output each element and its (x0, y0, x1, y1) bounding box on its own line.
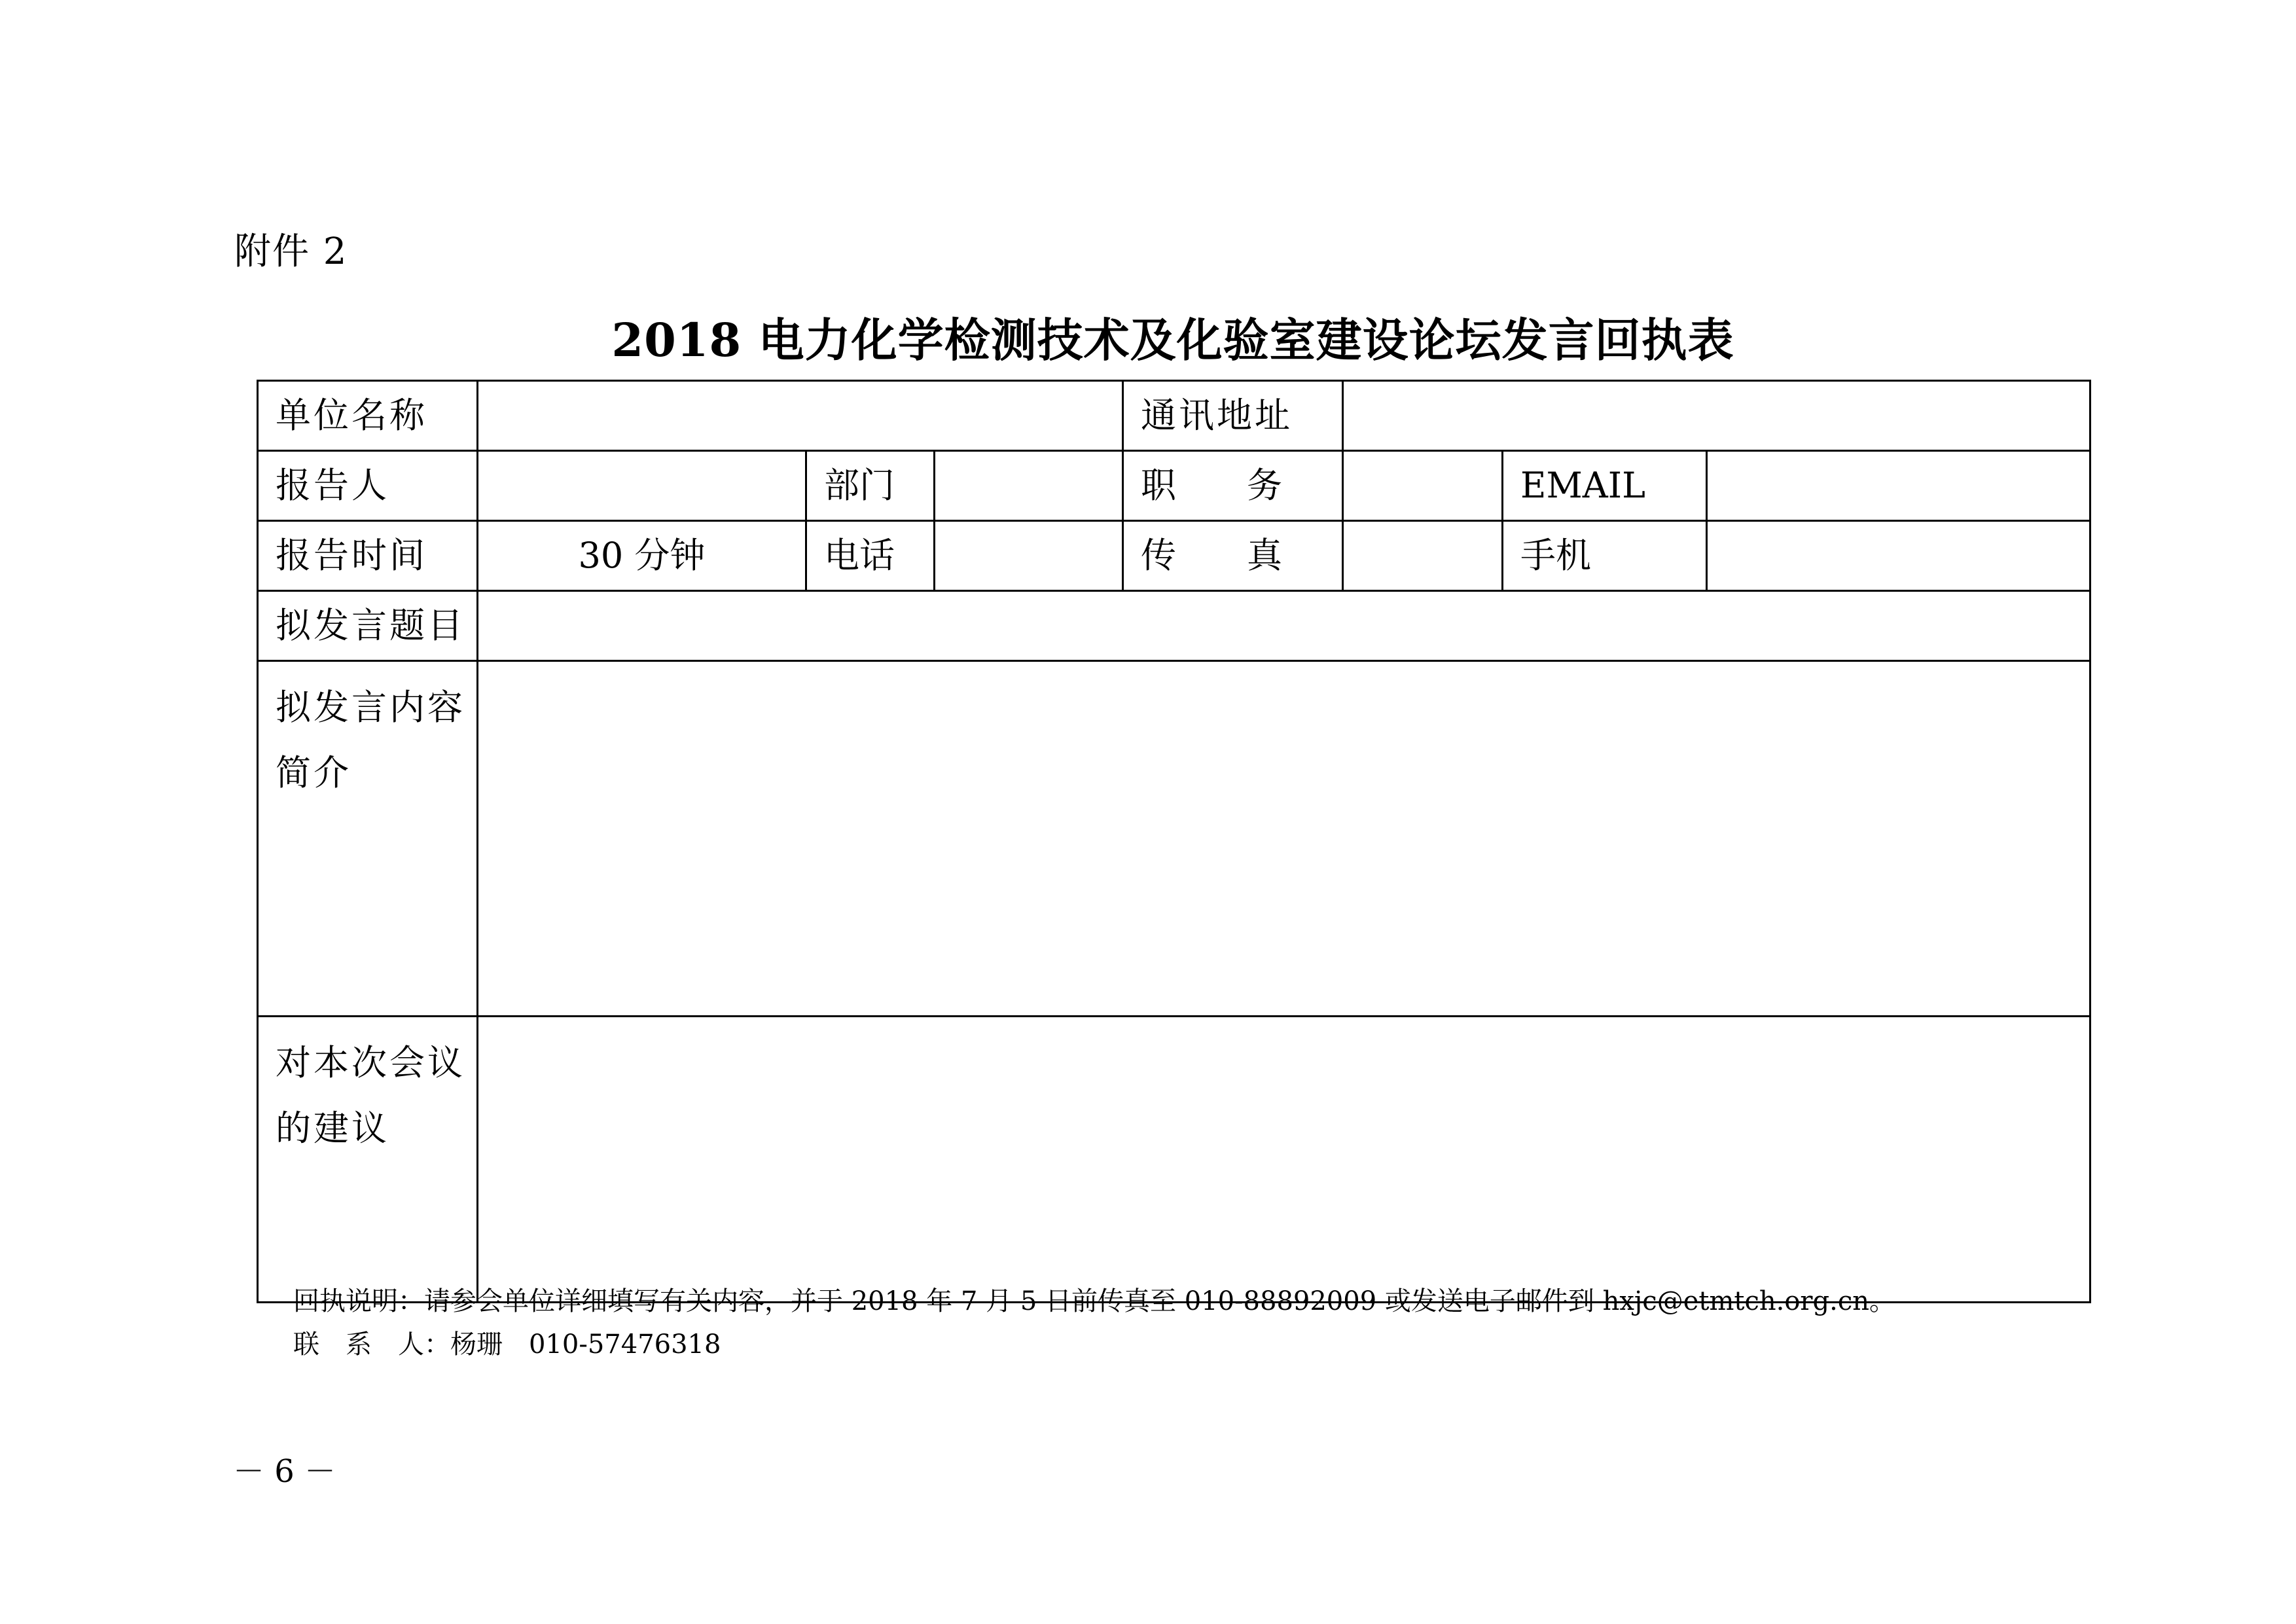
fax-field[interactable] (1343, 521, 1503, 591)
topic-label: 拟发言题目 (258, 591, 478, 661)
reporter-label: 报告人 (258, 451, 478, 521)
form-row-topic (258, 591, 2090, 661)
phone-label: 电话 (806, 521, 935, 591)
position-label: 职 务 (1123, 451, 1343, 521)
address-label: 通讯地址 (1123, 381, 1343, 451)
contact-person: 联 系 人：杨珊 010-57476318 (293, 1329, 721, 1360)
form-row-suggestion (258, 1017, 2090, 1303)
unit-name-field[interactable] (478, 381, 1123, 451)
document-title: 2018 电力化学检测技术及化验室建设论坛发言回执表 (611, 313, 1734, 367)
summary-field[interactable] (478, 661, 2090, 1017)
mobile-field[interactable] (1707, 521, 2090, 591)
reporter-field[interactable] (478, 451, 806, 521)
page-number: － 6 － (233, 1453, 336, 1490)
department-field[interactable] (935, 451, 1123, 521)
receipt-instructions: 回执说明：请参会单位详细填写有关内容，并于 2018 年 7 月 5 日前传真至 010-88892009 或发送电子邮件到 hxjc@etmtch.org.cn。 (293, 1286, 1896, 1316)
suggestion-label: 对本次会议的建议 (258, 1017, 478, 1303)
fax-label: 传 真 (1123, 521, 1343, 591)
topic-field[interactable] (478, 591, 2090, 661)
attachment-label: 附件 2 (234, 230, 348, 273)
form-row-reporter (258, 451, 2090, 521)
form-row-summary (258, 661, 2090, 1017)
unit-name-label: 单位名称 (258, 381, 478, 451)
report-time-label: 报告时间 (258, 521, 478, 591)
email-field[interactable] (1707, 451, 2090, 521)
email-label: EMAIL (1503, 451, 1707, 521)
phone-field[interactable] (935, 521, 1123, 591)
address-field[interactable] (1343, 381, 2090, 451)
form-row-unit (258, 381, 2090, 451)
mobile-label: 手机 (1503, 521, 1707, 591)
form-row-time (258, 521, 2090, 591)
report-time-field[interactable]: 30 分钟 (478, 521, 806, 591)
position-field[interactable] (1343, 451, 1503, 521)
summary-label: 拟发言内容简介 (258, 661, 478, 1017)
suggestion-field[interactable] (478, 1017, 2090, 1303)
receipt-form-table (257, 380, 2091, 1303)
department-label: 部门 (806, 451, 935, 521)
